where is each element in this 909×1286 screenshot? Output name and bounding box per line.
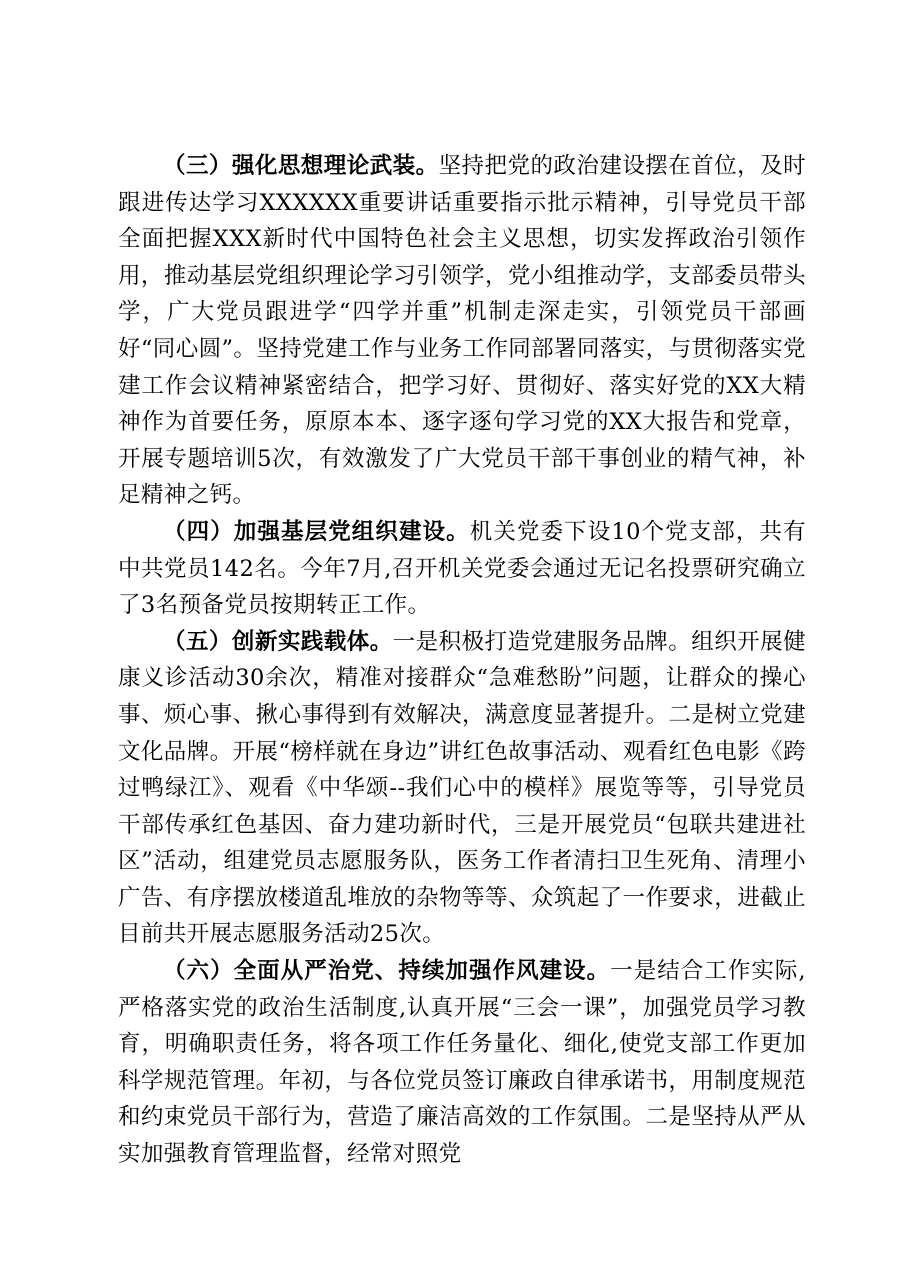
paragraph-6-heading: （六）全面从严治党、持续加强作风建设。 (163, 958, 611, 985)
paragraph-3 (118, 148, 806, 514)
document-body (118, 148, 806, 1173)
paragraph-4-text: 机关党委下设10个党支部，共有中共党员142名。今年7月,召开机关党委会通过无记名投票研究确立了3名预备党员按期转正工作。 (118, 518, 806, 619)
paragraph-3-text: 坚持把党的政治建设摆在首位，及时跟进传达学习XXXXXX重要讲话重要指示批示精神，引导党员干部全面把握XXX新时代中国特色社会主义思想，切实发挥政治引领作用，推动基层党组织理论学习引领学，党小组推动学，支部委员带头学，广大党员跟进学“四学并重”机制走深走实，引领党员干部画好“同心圆”。坚持党建工作与业务工作同部署同落实，与贯彻落实党建工作会议精神紧密结合，把学习好、贯彻好、落实好党的XX大精神作为首要任务，原原本本、逐字逐句学习党的XX大报告和党章，开展专题培训5次，有效激发了广大党员干部干事创业的精气神，补足精神之钙。 (118, 153, 806, 509)
paragraph-6-text: 一是结合工作实际,严格落实党的政治生活制度,认真开展“三会一课”，加强党员学习教育，明确职责任务，将各项工作任务量化、细化,使党支部工作更加科学规范管理。年初，与各位党员签订廉政自律承诺书，用制度规范和约束党员干部行为，营造了廉洁高效的工作氛围。二是坚持从严从实加强教育管理监督，经常对照党 (118, 958, 806, 1168)
paragraph-5 (118, 624, 806, 953)
paragraph-4-heading: （四）加强基层党组织建设。 (163, 518, 470, 545)
paragraph-5-heading: （五）创新实践载体。 (163, 628, 393, 655)
paragraph-4 (118, 514, 806, 624)
paragraph-6 (118, 953, 806, 1173)
paragraph-3-heading: （三）强化思想理论武装。 (163, 153, 439, 179)
paragraph-5-text: 一是积极打造党建服务品牌。组织开展健康义诊活动30余次，精准对接群众“急难愁盼”问题，让群众的操心事、烦心事、揪心事得到有效解决，满意度显著提升。二是树立党建文化品牌。开展“榜样就在身边”讲红色故事活动、观看红色电影《跨过鸭绿江》、观看《中华颂--我们心中的模样》展览等等，引导党员干部传承红色基因、奋力建功新时代，三是开展党员“包联共建进社区”活动，组建党员志愿服务队，医务工作者清扫卫生死角、清理小广告、有序摆放楼道乱堆放的杂物等等、众筑起了一作要求，进截止目前共开展志愿服务活动25次。 (118, 628, 806, 948)
